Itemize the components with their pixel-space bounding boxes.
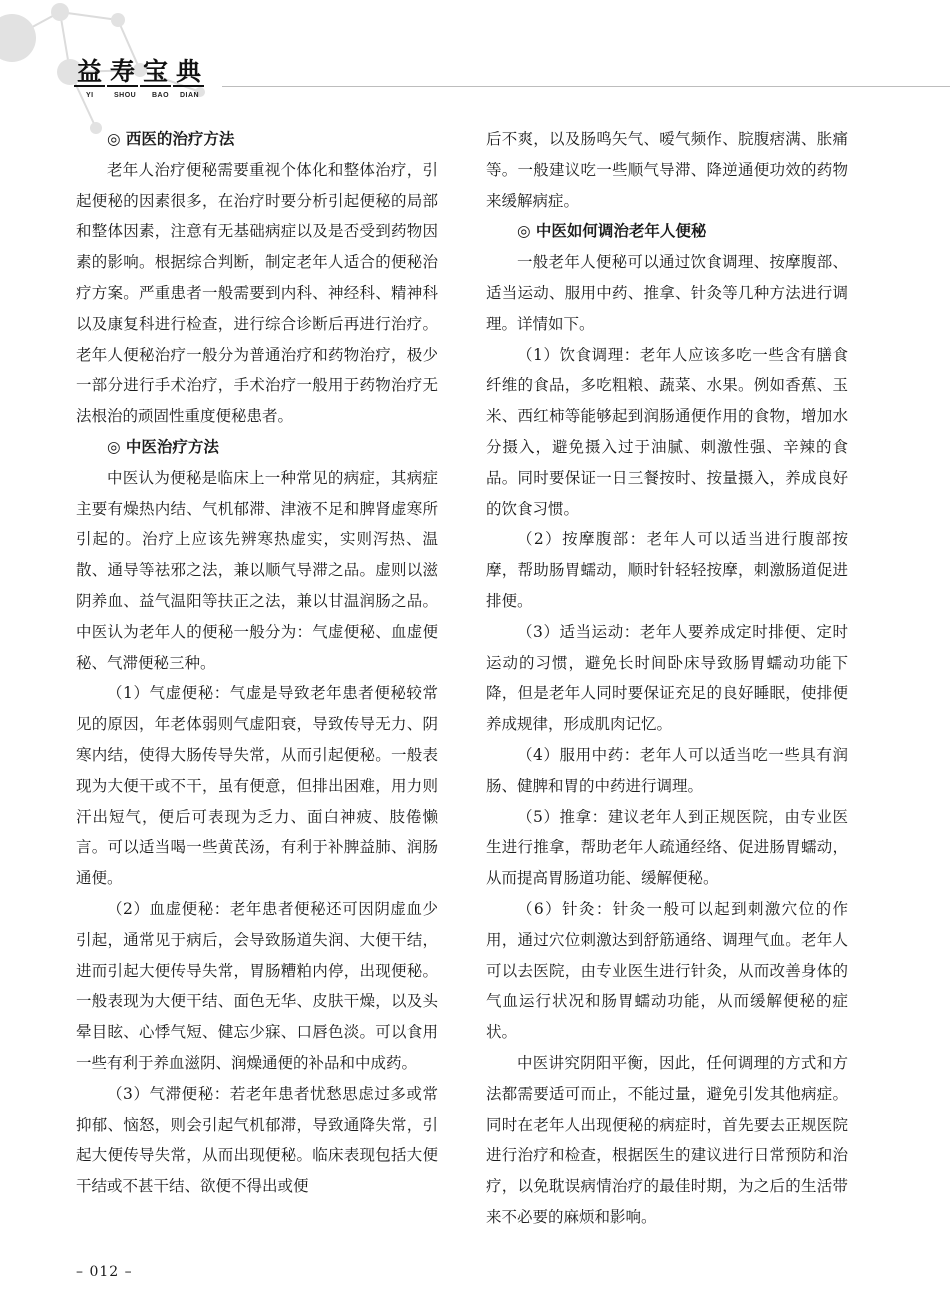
section-heading-tcm-regulation: ◎ 中医如何调治老年人便秘 [517, 221, 707, 241]
logo-pinyin [86, 92, 199, 99]
paragraph: 中医讲究阴阳平衡，因此，任何调理的方式和方法都需要适可而止，不能过量，避免引发其他病症。同时在老年人出现便秘的病症时，首先要去正规医院进行治疗和检查，根据医生的建议进行日常预防和治疗，以免耽误病情治疗的最佳时期，为之后的生活带来不必要的麻烦和影响。 [486, 1053, 848, 1226]
paragraph: （3）适当运动：老年人要养成定时排便、定时运动的习惯，避免长时间卧床导致肠胃蠕动功能下降，但是老年人同时要保证充足的良好睡眠，使排便养成规律，形成肌肉记忆。 [486, 622, 848, 734]
logo-char: 宝 [140, 54, 171, 87]
section-heading-western: ◎ 西医的治疗方法 [107, 129, 235, 148]
left-column [76, 124, 438, 1202]
paragraph: （1）饮食调理：老年人应该多吃一些含有膳食纤维的食品，多吃粗粮、蔬菜、水果。例如香蕉、玉米、西红柿等能够起到润肠通便作用的食物，增加水分摄入，避免摄入过于油腻、刺激性强、辛辣的食品。同时要保证一日三餐按时、按量摄入，养成良好的饮食习惯。 [486, 345, 848, 518]
magazine-logo [74, 54, 206, 87]
paragraph: 老年人治疗便秘需要重视个体化和整体治疗，引起便秘的因素很多，在治疗时要分析引起便秘的局部和整体因素，注意有无基础病症以及是否受到药物因素的影响。根据综合判断，制定老年人适合的便秘治疗方案。严重患者一般需要到内科、神经科、精神科以及康复科进行检查，进行综合诊断后再进行治疗。老年人便秘治疗一般分为普通治疗和药物治疗，极少一部分进行手术治疗，手术治疗一般用于药物治疗无法根治的顽固性重度便秘患者。 [76, 160, 438, 426]
paragraph-continued: 后不爽，以及肠鸣矢气、嗳气频作、脘腹痞满、胀痛等。一般建议吃一些顺气导滞、降逆通便功效的药物来缓解病症。 [486, 130, 848, 210]
paragraph: （4）服用中药：老年人可以适当吃一些具有润肠、健脾和胃的中药进行调理。 [486, 745, 848, 795]
paragraph: （3）气滞便秘：若老年患者忧愁思虑过多或常抑郁、恼怒，则会引起气机郁滞，导致通降失常，引起大便传导失常，从而出现便秘。临床表现包括大便干结或不甚干结、欲便不得出或便 [76, 1084, 438, 1196]
paragraph: （1）气虚便秘：气虚是导致老年患者便秘较常见的原因，年老体弱则气虚阳衰，导致传导无力、阴寒内结，使得大肠传导失常，从而引起便秘。一般表现为大便干或不干，虽有便意，但排出困难，用力则汗出短气，便后可表现为乏力、面白神疲、肢倦懒言。可以适当喝一些黄芪汤，有利于补脾益肺、润肠通便。 [76, 684, 438, 888]
page-number: – 012 – [76, 1264, 133, 1280]
header-rule [222, 86, 950, 87]
logo-char: 典 [173, 54, 204, 87]
paragraph: （5）推拿：建议老年人到正规医院，由专业医生进行推拿，帮助老年人疏通经络、促进肠胃蠕动，从而提高胃肠道功能、缓解便秘。 [486, 807, 848, 888]
paragraph: 一般老年人便秘可以通过饮食调理、按摩腹部、适当运动、服用中药、推拿、针灸等几种方法进行调理。详情如下。 [486, 253, 848, 333]
pinyin-syllable: DIAN [180, 92, 200, 99]
logo-char: 益 [74, 54, 105, 87]
paragraph: 中医认为便秘是临床上一种常见的病症，其病症主要有燥热内结、气机郁滞、津液不足和脾肾虚寒所引起的。治疗上应该先辨寒热虚实，实则泻热、温散、通导等祛邪之法，兼以顺气导滞之品。虚则以滋阴养血、益气温阳等扶正之法，兼以甘温润肠之品。中医认为老年人的便秘一般分为：气虚便秘、血虚便秘、气滞便秘三种。 [76, 468, 438, 672]
pinyin-syllable: BAO [152, 92, 170, 99]
logo-char: 寿 [107, 54, 138, 87]
paragraph: （2）按摩腹部：老年人可以适当进行腹部按摩，帮助肠胃蠕动，顺时针轻轻按摩，刺激肠道促进排便。 [486, 530, 848, 610]
section-heading-tcm: ◎ 中医治疗方法 [107, 436, 219, 456]
pinyin-syllable: YI [86, 92, 94, 99]
paragraph: （2）血虚便秘：老年患者便秘还可因阴虚血少引起，通常见于病后，会导致肠道失润、大便干结，进而引起大便传导失常，胃肠糟粕内停，出现便秘。一般表现为大便干结、面色无华、皮肤干燥，以及头晕目眩、心悸气短、健忘少寐、口唇色淡。可以食用一些有利于养血滋阴、润燥通便的补品和中成药。 [76, 899, 438, 1072]
paragraph: （6）针灸：针灸一般可以起到刺激穴位的作用，通过穴位刺激达到舒筋通络、调理气血。老年人可以去医院，由专业医生进行针灸，从而改善身体的气血运行状况和肠胃蠕动功能，从而缓解便秘的症状。 [486, 899, 848, 1042]
right-column [486, 124, 848, 1233]
pinyin-syllable: SHOU [114, 92, 137, 99]
